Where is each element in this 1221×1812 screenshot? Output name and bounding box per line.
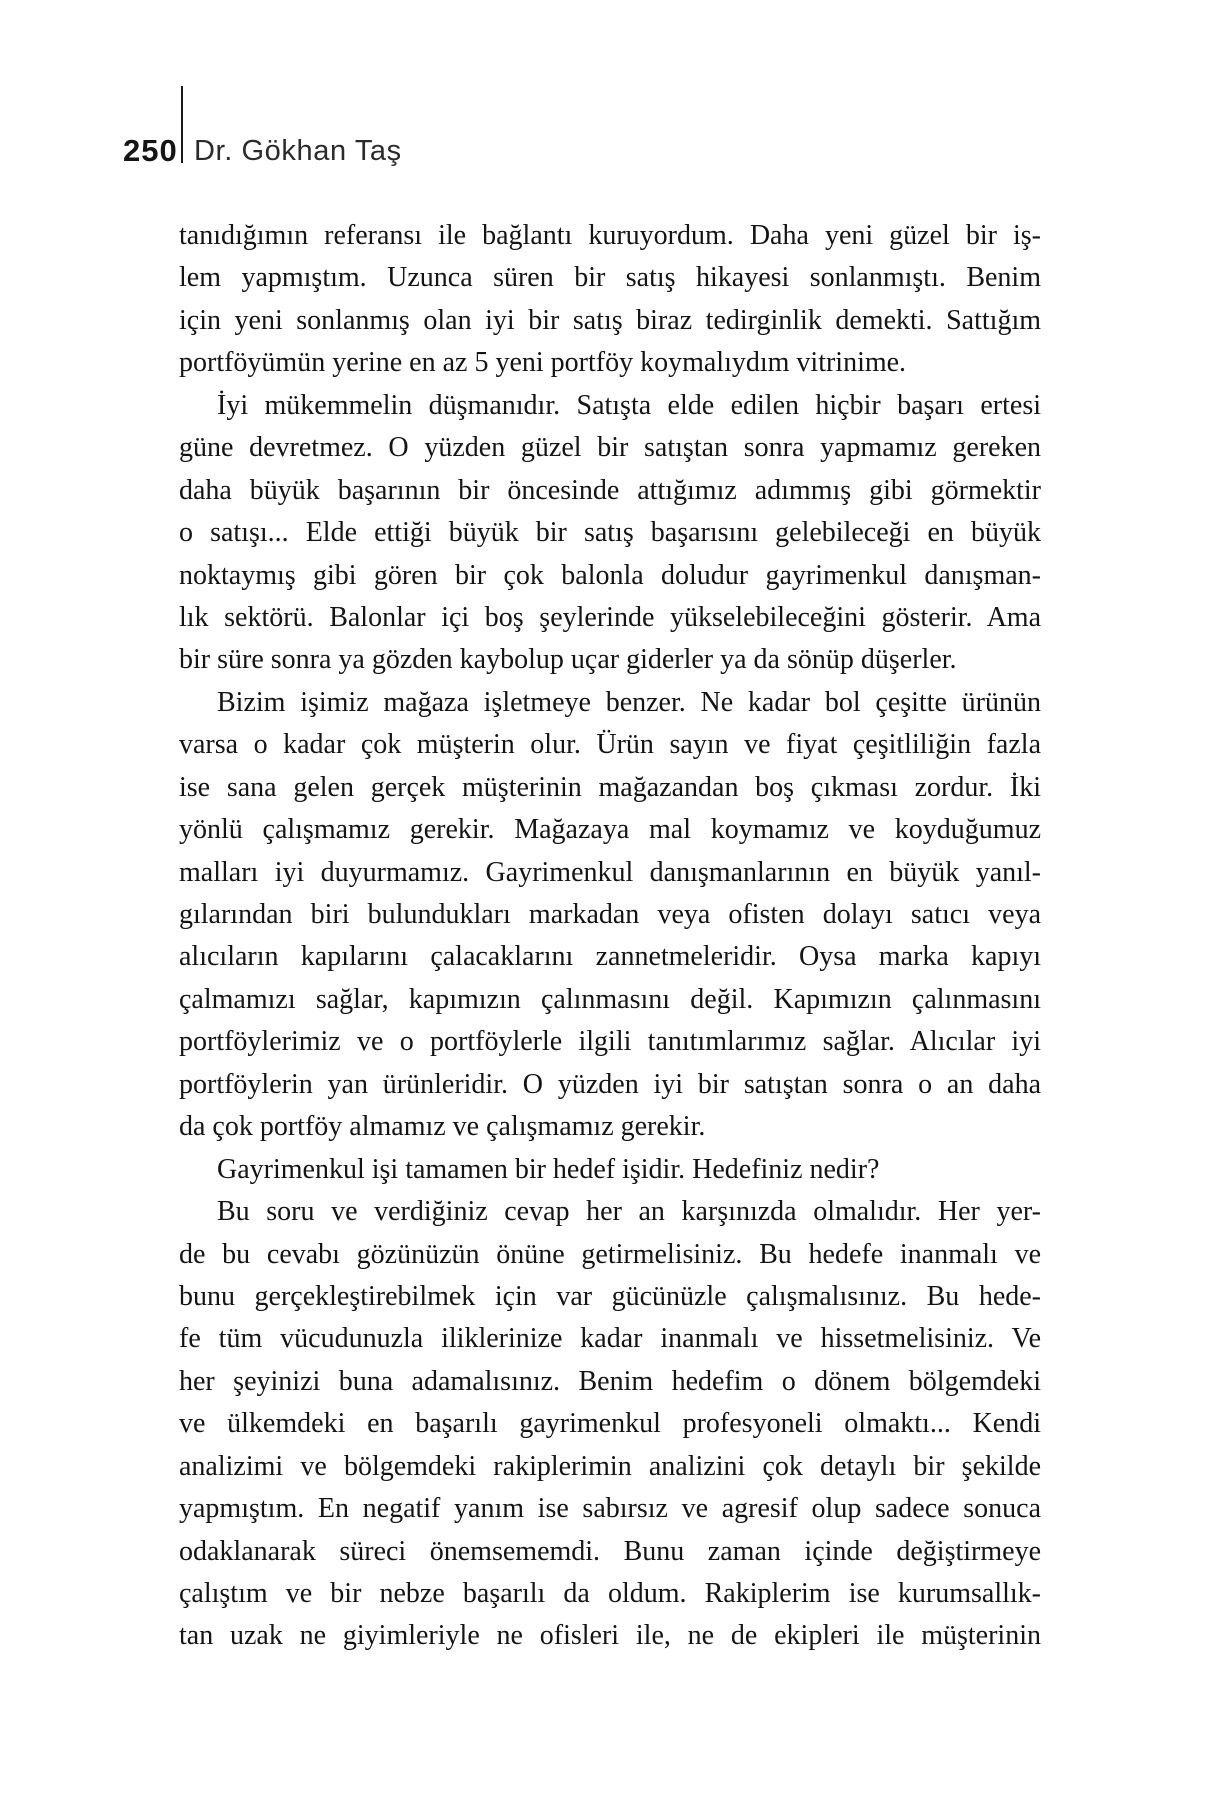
text-line: portföyümün yerine en az 5 yeni portföy koymalıydım vitrinime. [179,347,907,379]
text-line: portföylerin yan ürünleridir. O yüzden iyi bir satıştan sonra o an daha [179,1068,1041,1100]
text-line: da çok portföy almamız ve çalışmamız gerekir. [179,1111,706,1143]
text-line: ise sana gelen gerçek müşterinin mağazandan boş çıkması zordur. İki [179,771,1041,803]
running-head-author: Dr. Gökhan Taş [194,135,402,167]
header-divider-line [181,86,183,163]
body-text [179,215,1041,1658]
text-line: çalmamızı sağlar, kapımızın çalınmasını değil. Kapımızın çalınmasını [179,983,1041,1015]
text-line: için yeni sonlanmış olan iyi bir satış biraz tedirginlik demekti. Sattığım [179,304,1041,336]
text-line: tanıdığımın referansı ile bağlantı kuruyordum. Daha yeni güzel bir iş- [179,220,1041,251]
text-line: alıcıların kapılarını çalacaklarını zannetmeleridir. Oysa marka kapıyı [179,941,1041,973]
text-line: tan uzak ne giyimleriyle ne ofisleri ile, ne de ekipleri ile müşterinin [179,1620,1041,1652]
page-number: 250 [123,133,178,168]
text-line: daha büyük başarının bir öncesinde attığımız adımmış gibi görmektir [179,474,1041,506]
text-line: lem yapmıştım. Uzunca süren bir satış hikayesi sonlanmıştı. Benim [179,262,1041,294]
text-line: ve ülkemdeki en başarılı gayrimenkul profesyoneli olmaktı... Kendi [179,1408,1041,1440]
text-line: çalıştım ve bir nebze başarılı da oldum. Rakiplerim ise kurumsallık- [179,1578,1041,1609]
text-line: odaklanarak süreci önemsememdi. Bunu zaman içinde değiştirmeye [179,1535,1041,1567]
text-line: her şeyinizi buna adamalısınız. Benim hedefim o dönem bölgemdeki [179,1365,1041,1397]
text-line: güne devretmez. O yüzden güzel bir satıştan sonra yapmamız gereken [179,432,1041,464]
text-line: lık sektörü. Balonlar içi boş şeylerinde yükselebileceğini gösterir. Ama [179,601,1041,633]
text-line: portföylerimiz ve o portföylerle ilgili tanıtımlarımız sağlar. Alıcılar iyi [179,1026,1041,1058]
text-line: o satışı... Elde ettiği büyük bir satış başarısını gelebileceği en büyük [179,517,1041,549]
text-line: yapmıştım. En negatif yanım ise sabırsız ve agresif olup sadece sonuca [179,1493,1041,1525]
text-line: Bizim işimiz mağaza işletmeye benzer. Ne kadar bol çeşitte ürünün [217,686,1041,718]
text-line: gılarından biri bulundukları markadan veya ofisten dolayı satıcı veya [179,899,1041,930]
text-line: bunu gerçekleştirebilmek için var gücünüzle çalışmalısınız. Bu hede- [179,1280,1041,1312]
text-line: de bu cevabı gözünüzün önüne getirmelisiniz. Bu hedefe inanmalı ve [179,1238,1041,1270]
text-line: bir süre sonra ya gözden kaybolup uçar giderler ya da sönüp düşerler. [179,644,957,676]
text-line: yönlü çalışmamız gerekir. Mağazaya mal koymamız ve koyduğumuz [179,814,1041,846]
text-line: noktaymış gibi gören bir çok balonla doludur gayrimenkul danışman- [179,559,1041,591]
text-line: Bu soru ve verdiğiniz cevap her an karşınızda olmalıdır. Her yer- [217,1196,1041,1228]
text-line: varsa o kadar çok müşterin olur. Ürün sayın ve fiyat çeşitliliğin fazla [179,729,1041,761]
text-line: Gayrimenkul işi tamamen bir hedef işidir. Hedefiniz nedir? [217,1153,880,1185]
text-line: fe tüm vücudunuzla iliklerinize kadar inanmalı ve hissetmelisiniz. Ve [179,1323,1041,1355]
text-line: İyi mükemmelin düşmanıdır. Satışta elde edilen hiçbir başarı ertesi [217,389,1041,421]
text-line: analizimi ve bölgemdeki rakiplerimin analizini çok detaylı bir şekilde [179,1450,1041,1482]
text-line: malları iyi duyurmamız. Gayrimenkul danışmanlarının en büyük yanıl- [179,856,1041,888]
